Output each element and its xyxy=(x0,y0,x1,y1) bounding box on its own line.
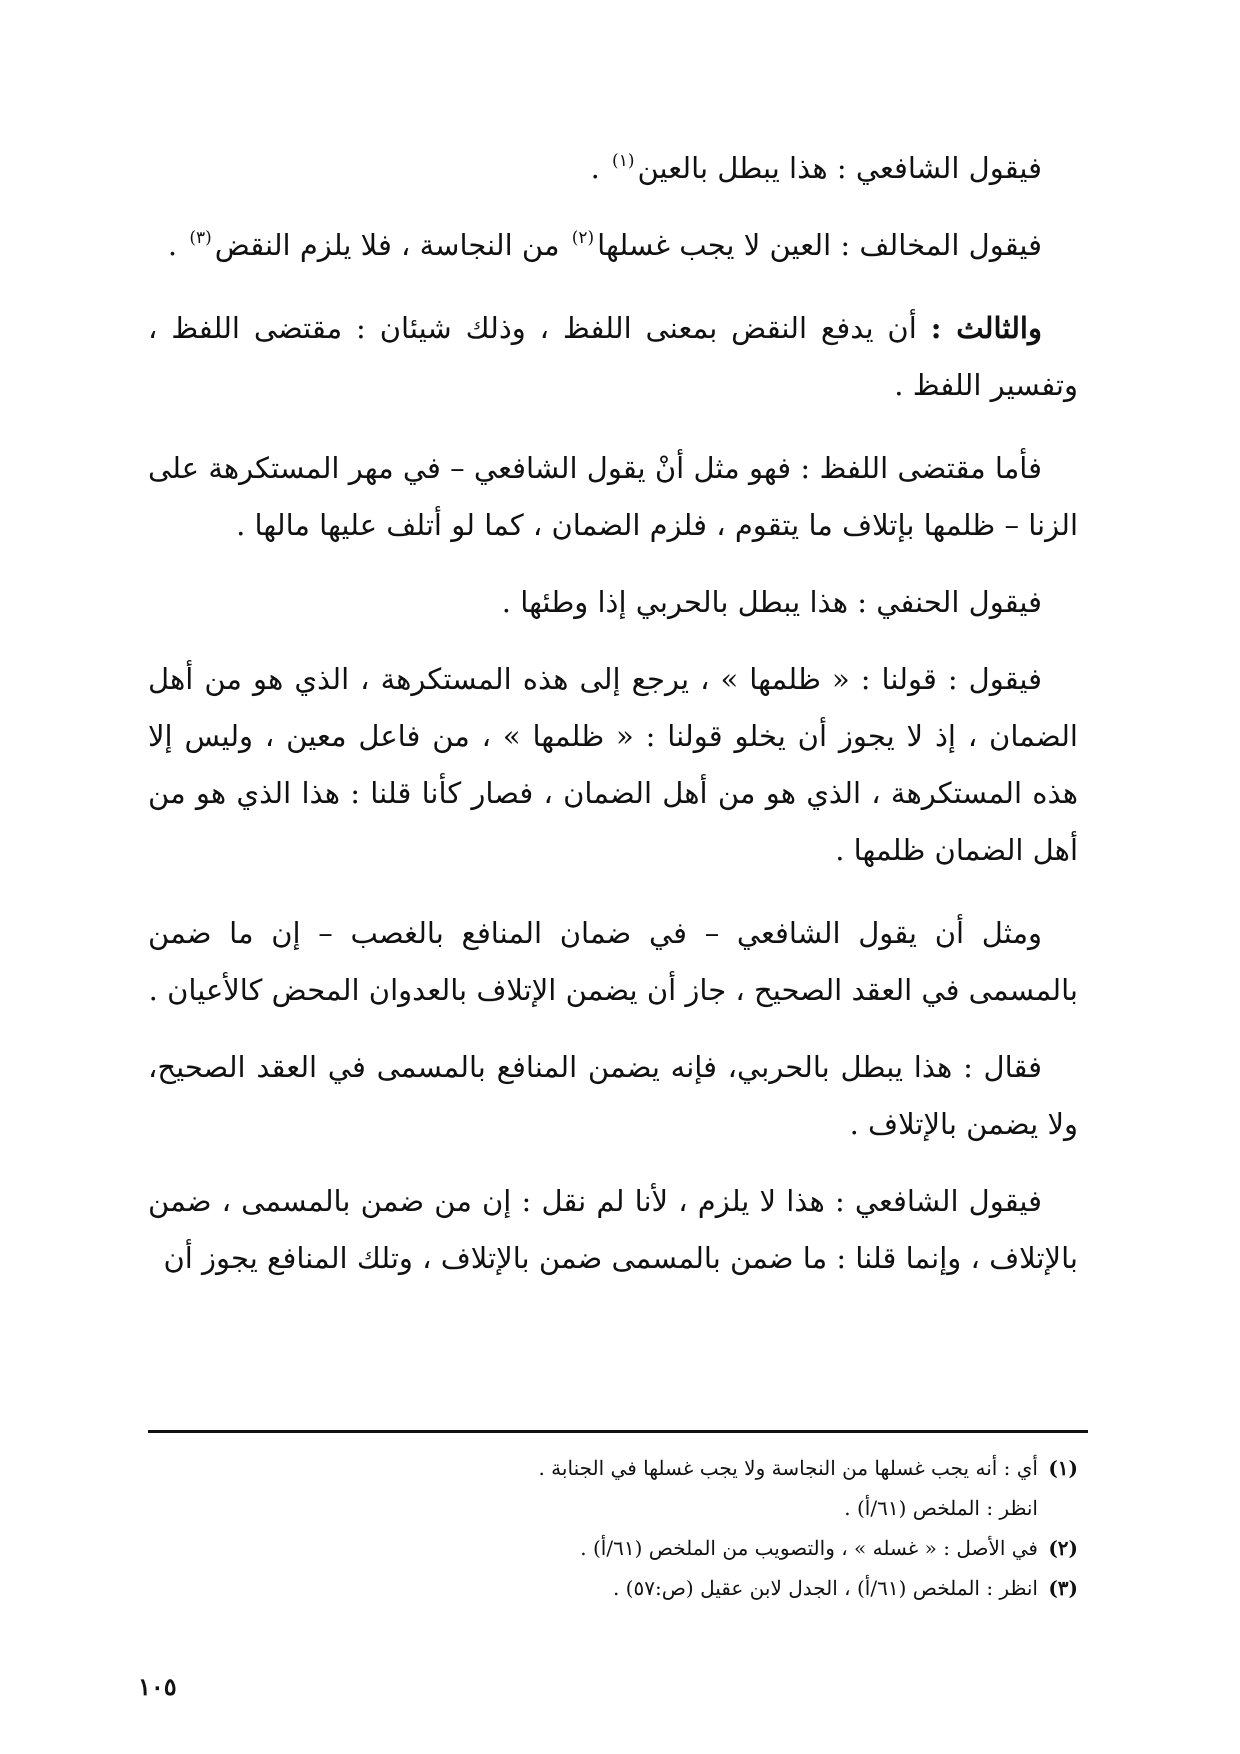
footnote-1-reference: انظر : الملخص (٦١/أ) . xyxy=(844,1496,1038,1520)
paragraph-7-text: ومثل أن يقول الشافعي – في ضمان المنافع بالغصب – إن ما ضمن بالمسمى في العقد الصحيح ، جاز أن يضمن الإتلاف بالعدوان المحض كالأعيان . xyxy=(148,916,1078,1007)
footnote-divider xyxy=(148,1430,1088,1433)
paragraph-2-end: . xyxy=(167,228,187,262)
paragraph-8 xyxy=(148,1039,1078,1153)
paragraph-5-text: فيقول الحنفي : هذا يبطل بالحربي إذا وطئها . xyxy=(501,585,1042,619)
paragraph-4 xyxy=(148,440,1078,554)
footnotes xyxy=(148,1448,1078,1608)
page-number: ١٠٥ xyxy=(138,1672,177,1701)
paragraph-6-text: فيقول : قولنا : « ظلمها » ، يرجع إلى هذه المستكرهة ، الذي هو من أهل الضمان ، إذ لا يجوز أن يخلو قولنا : « ظلمها » ، من فاعل معين ، وليس إلا هذه المستكرهة ، الذي هو من أهل الضمان ، فصار كأنا قلنا : هذا الذي هو من أهل الضمان ظلمها . xyxy=(148,662,1078,867)
footnote-3 xyxy=(148,1568,1078,1608)
footnote-ref-2[interactable]: (٢) xyxy=(571,228,595,248)
footnote-3-number: (٣) xyxy=(1048,1576,1078,1600)
footnote-1-number: (١) xyxy=(1048,1456,1078,1480)
footnote-ref-3[interactable]: (٣) xyxy=(189,228,212,248)
paragraph-8-text: فقال : هذا يبطل بالحربي، فإنه يضمن المنافع بالمسمى في العقد الصحيح، ولا يضمن بالإتلاف . xyxy=(148,1050,1078,1141)
paragraph-1 xyxy=(148,140,1078,197)
footnote-1 xyxy=(148,1448,1078,1488)
paragraph-3 xyxy=(148,300,1078,414)
paragraph-4-text: فأما مقتضى اللفظ : فهو مثل أنْ يقول الشافعي – في مهر المستكرهة على الزنا – ظلمها بإتلاف ما يتقوم ، فلزم الضمان ، كما لو أتلف عليها مالها . xyxy=(148,451,1078,542)
paragraph-3-heading: والثالث : xyxy=(930,311,1042,345)
paragraph-5 xyxy=(148,574,1078,631)
paragraph-9-text: فيقول الشافعي : هذا لا يلزم ، لأنا لم نقل : إن من ضمن بالمسمى ، ضمن بالإتلاف ، وإنما قلنا : ما ضمن بالمسمى ضمن بالإتلاف ، وتلك المنافع يجوز أن xyxy=(148,1184,1078,1275)
paragraph-1-text: فيقول الشافعي : هذا يبطل بالعين xyxy=(637,151,1042,185)
footnote-3-text: انظر : الملخص (٦١/أ) ، الجدل لابن عقيل (ص:٥٧) . xyxy=(612,1576,1038,1600)
paragraph-9 xyxy=(148,1173,1078,1287)
paragraph-7 xyxy=(148,905,1078,1019)
paragraph-3-text: أن يدفع النقض بمعنى اللفظ ، وذلك شيئان : مقتضى اللفظ ، وتفسير اللفظ . xyxy=(148,311,1078,402)
paragraph-1-tail: . xyxy=(590,151,610,185)
footnote-2-number: (٢) xyxy=(1048,1536,1078,1560)
paragraph-6 xyxy=(148,651,1078,879)
footnote-1-continuation xyxy=(148,1488,1078,1528)
footnote-2 xyxy=(148,1528,1078,1568)
footnote-2-text: في الأصل : « غسله » ، والتصويب من الملخص (٦١/أ) . xyxy=(580,1536,1038,1560)
paragraph-2-text: فيقول المخالف : العين لا يجب غسلها xyxy=(597,228,1042,262)
main-text xyxy=(148,140,1078,1313)
paragraph-2-tail: من النجاسة ، فلا يلزم النقض xyxy=(214,228,569,262)
footnote-ref-1[interactable]: (١) xyxy=(612,151,635,171)
footnote-1-text: أي : أنه يجب غسلها من النجاسة ولا يجب غسلها في الجنابة . xyxy=(538,1456,1038,1480)
paragraph-2 xyxy=(148,217,1078,274)
